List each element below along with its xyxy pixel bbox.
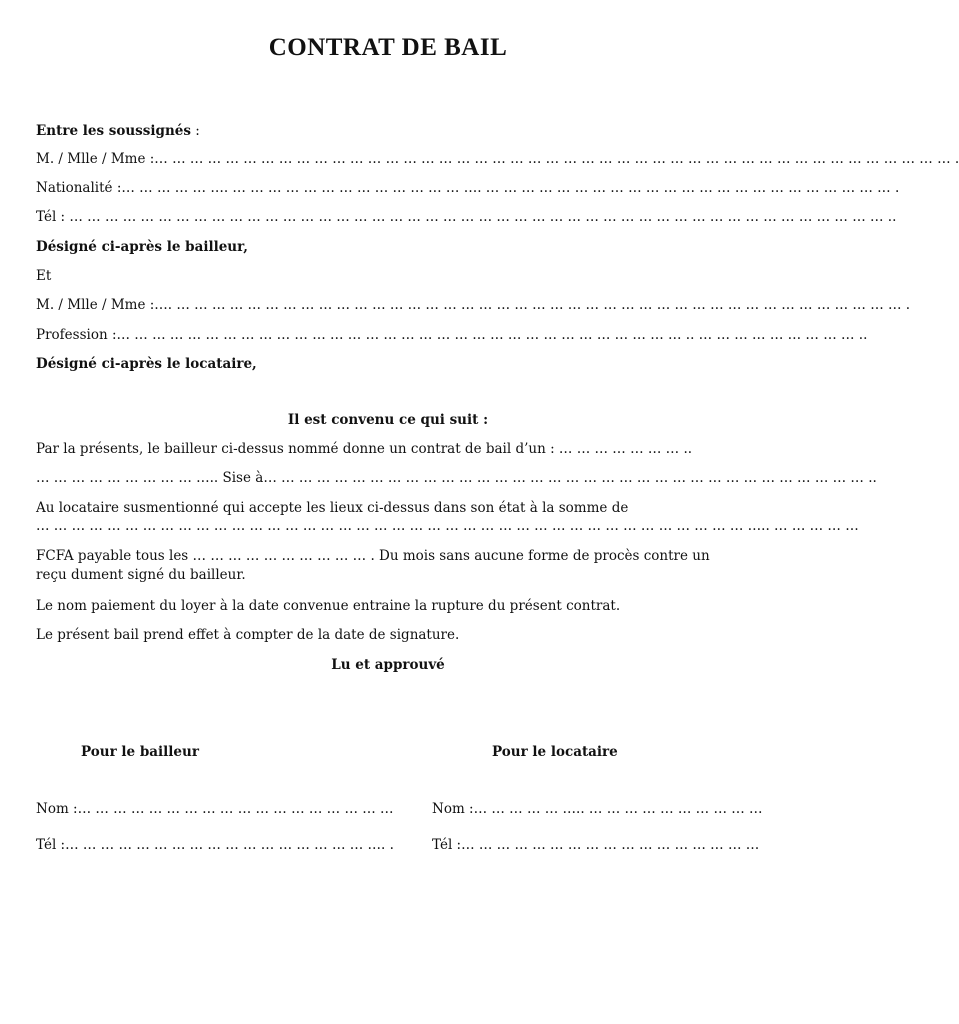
approved-text: Lu et approuvé xyxy=(331,657,445,673)
locataire-nom-field: Nom :… … … … … ….. … … … … … … … … … … xyxy=(432,801,763,817)
bailleur-nom-field: Nom :… … … … … … … … … … … … … … … … … … xyxy=(36,801,394,817)
terms-line-1: Par la présents, le bailleur ci-dessus nommé donne un contrat de bail d’un : … … … … … … … .. xyxy=(36,441,693,457)
bailleur-designation: Désigné ci-après le bailleur, xyxy=(36,239,248,255)
locataire-profession-field: Profession :… … … … … … … … … … … … … … … … … … … … … … … … … … … … … … … … .. … … … … … … … … … .. xyxy=(36,327,868,343)
terms-line-7: Le présent bail prend effet à compter de la date de signature. xyxy=(36,627,460,643)
locataire-tel-field: Tél :… … … … … … … … … … … … … … … … … xyxy=(432,837,760,853)
bailleur-name-field: M. / Mlle / Mme :… … … … … … … … … … … … … … … … … … … … … … … … … … … … … … … … … … … … … … … … … … … … … . xyxy=(36,151,959,167)
terms-line-2: … … … … … … … … … ….. Sise à… … … … … … … … … … … … … … … … … … … … … … … … … … … … … … … … … … .. xyxy=(36,470,877,486)
terms-line-4: … … … … … … … … … … … … … … … … … … … … … … … … … … … … … … … … … … … … … … … … ….. … … … … … xyxy=(36,518,859,534)
terms-line-6: Le nom paiement du loyer à la date convenue entraine la rupture du présent contrat. xyxy=(36,598,621,614)
terms-line-3: Au locataire susmentionné qui accepte les lieux ci-dessus dans son état à la somme de xyxy=(36,500,629,516)
locataire-name-field: M. / Mlle / Mme :…. … … … … … … … … … … … … … … … … … … … … … … … … … … … … … … … … … … … … … … … … … . xyxy=(36,297,911,313)
parties-heading xyxy=(36,122,200,140)
terms-heading: Il est convenu ce qui suit : xyxy=(287,412,489,428)
locataire-signature-label: Pour le locataire xyxy=(492,744,618,760)
bailleur-signature-label: Pour le bailleur xyxy=(81,744,199,760)
locataire-designation: Désigné ci-après le locataire, xyxy=(36,356,257,372)
bailleur-tel-field: Tél :… … … … … … … … … … … … … … … … … …. . xyxy=(36,837,394,853)
bailleur-nationality-field: Nationalité :… … … … … …. … … … … … … … … … … … … … …. … … … … … … … … … … … … … … … … … … … … … … … . xyxy=(36,180,900,196)
parties-heading-label: Entre les soussignés xyxy=(36,123,191,139)
bailleur-phone-field: Tél : … … … … … … … … … … … … … … … … … … … … … … … … … … … … … … … … … … … … … … … … … … … … … … .. xyxy=(36,209,897,225)
and-text: Et xyxy=(36,268,52,284)
page-title: CONTRAT DE BAIL xyxy=(268,34,508,61)
terms-line-5: FCFA payable tous les … … … … … … … … … … . Du mois sans aucune forme de procès contre un reçu dument signé du bailleur. xyxy=(36,548,710,583)
parties-heading-colon: : xyxy=(190,123,200,139)
